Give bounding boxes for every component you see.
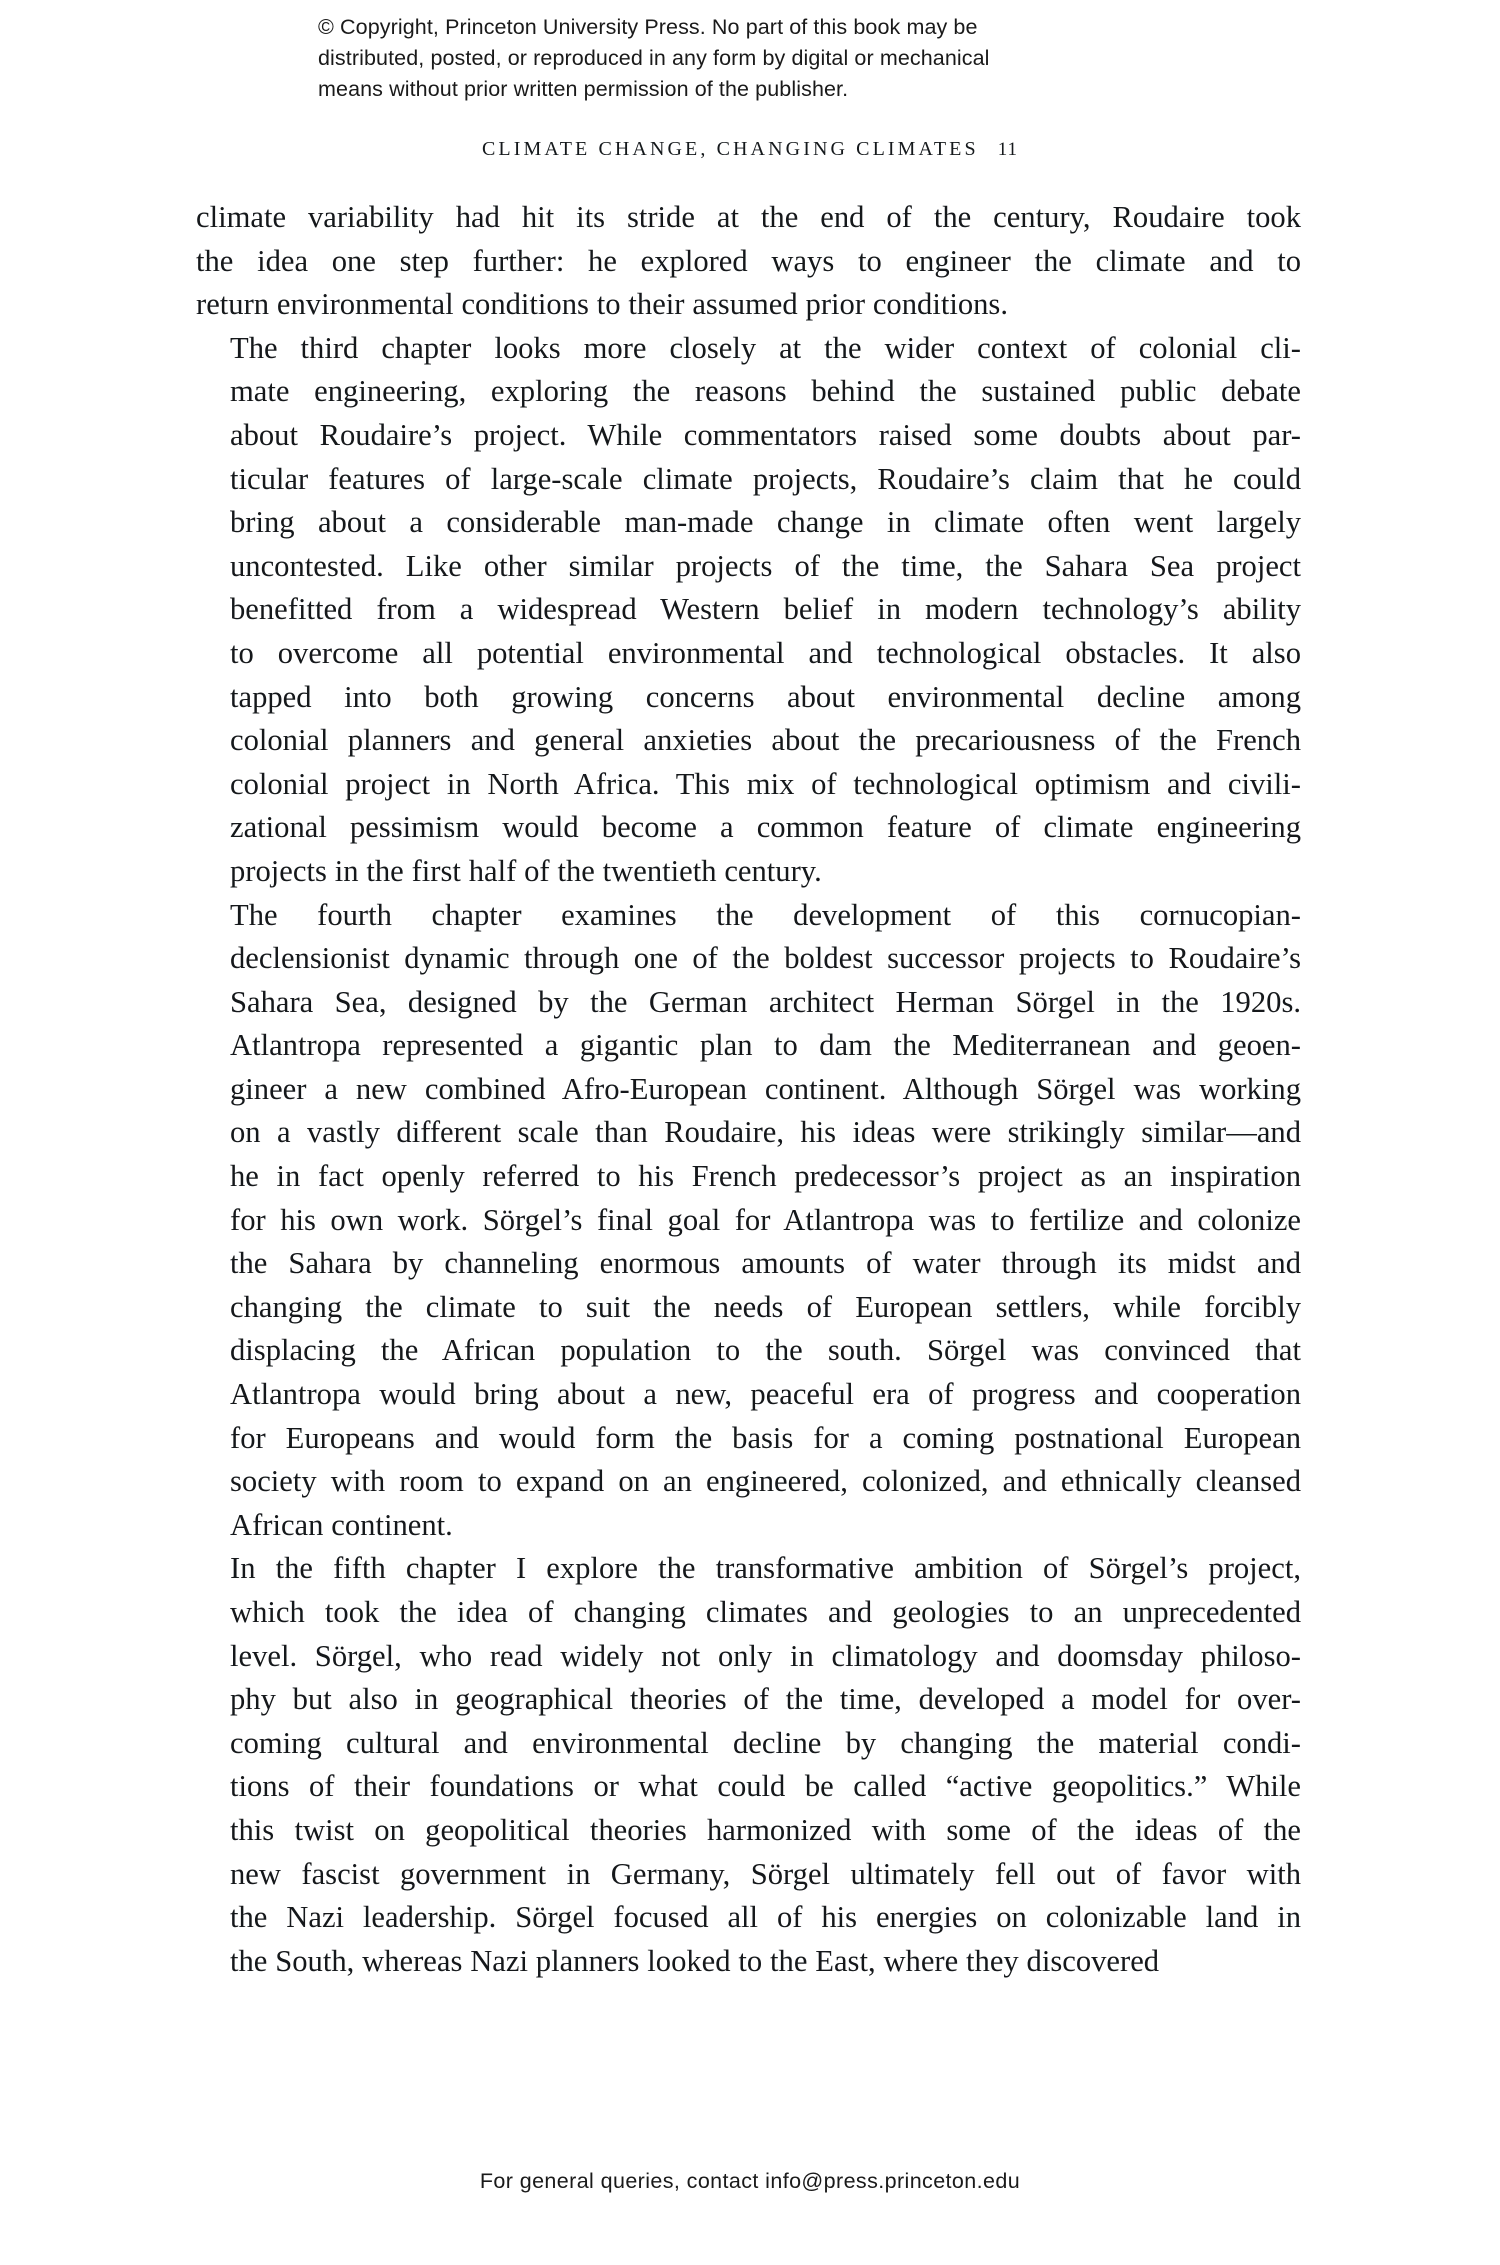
copyright-line-2: distributed, posted, or reproduced in any form by digital or mechanical bbox=[318, 46, 990, 70]
text-line: which took the idea of changing climates and geologies to an unprecedented bbox=[230, 1595, 1301, 1629]
text-line: The third chapter looks more closely at the wider context of colonial cli- bbox=[230, 330, 1301, 365]
text-line: this twist on geopolitical theories harmonized with some of the ideas of the bbox=[230, 1812, 1301, 1847]
text-line: gineer a new combined Afro-European continent. Although Sörgel was working bbox=[230, 1071, 1301, 1106]
paragraph bbox=[196, 196, 1301, 327]
text-line: climate variability had hit its stride at the end of the century, Roudaire took bbox=[196, 200, 1301, 234]
running-head-inner bbox=[482, 138, 1018, 161]
text-line: tions of their foundations or what could be called “active geopolitics.” While bbox=[230, 1769, 1301, 1804]
text-line: for his own work. Sörgel’s final goal for Atlantropa was to fertilize and colonize bbox=[230, 1202, 1301, 1237]
text-line: the Nazi leadership. Sörgel focused all of his energies on colonizable land in bbox=[230, 1900, 1301, 1935]
text-line: colonial project in North Africa. This mix of technological optimism and civili- bbox=[230, 766, 1301, 801]
text-line: on a vastly different scale than Roudaire, his ideas were strikingly similar—and bbox=[230, 1115, 1301, 1150]
text-line: mate engineering, exploring the reasons behind the sustained public debate bbox=[230, 374, 1301, 409]
running-head bbox=[0, 138, 1500, 161]
text-line: Sahara Sea, designed by the German architect Herman Sörgel in the 1920s. bbox=[230, 984, 1301, 1019]
copyright-notice bbox=[318, 12, 1178, 105]
text-line: uncontested. Like other similar projects of the time, the Sahara Sea project bbox=[230, 548, 1301, 583]
text-line: tapped into both growing concerns about environmental decline among bbox=[230, 679, 1301, 714]
text-line: Atlantropa would bring about a new, peaceful era of progress and cooperation bbox=[230, 1377, 1301, 1412]
footer-note: For general queries, contact info@press.princeton.edu bbox=[479, 2169, 1021, 2193]
text-line: zational pessimism would become a common feature of climate engineering bbox=[230, 810, 1301, 845]
text-line: society with room to expand on an engineered, colonized, and ethnically cleansed bbox=[230, 1464, 1301, 1499]
paragraph bbox=[196, 327, 1301, 894]
text-line: coming cultural and environmental decline by changing the material condi- bbox=[230, 1725, 1301, 1760]
text-line: changing the climate to suit the needs of European settlers, while forcibly bbox=[230, 1289, 1301, 1324]
text-line: The fourth chapter examines the development of this cornucopian- bbox=[230, 897, 1301, 932]
copyright-line-3: means without prior written permission of the publisher. bbox=[318, 77, 849, 101]
body-text-block bbox=[196, 196, 1301, 1983]
text-line: to overcome all potential environmental and technological obstacles. It also bbox=[230, 635, 1301, 670]
text-line: for Europeans and would form the basis for a coming postnational European bbox=[230, 1420, 1301, 1455]
text-line: African continent. bbox=[230, 1507, 453, 1542]
text-line: about Roudaire’s project. While commentators raised some doubts about par- bbox=[230, 417, 1301, 452]
text-line: In the fifth chapter I explore the transformative ambition of Sörgel’s project, bbox=[230, 1551, 1301, 1586]
text-line: displacing the African population to the south. Sörgel was convinced that bbox=[230, 1333, 1301, 1368]
running-head-title: CLIMATE CHANGE, CHANGING CLIMATES bbox=[481, 138, 979, 160]
text-line: benefitted from a widespread Western belief in modern technology’s ability bbox=[230, 592, 1301, 627]
page-folio: 11 bbox=[997, 139, 1019, 160]
text-line: the idea one step further: he explored ways to engineer the climate and to bbox=[196, 243, 1301, 278]
text-line: bring about a considerable man-made change in climate often went largely bbox=[230, 505, 1301, 540]
text-line: the Sahara by channeling enormous amounts of water through its midst and bbox=[230, 1246, 1301, 1281]
text-line: return environmental conditions to their assumed prior conditions. bbox=[196, 287, 1008, 322]
text-line: he in fact openly referred to his French predecessor’s project as an inspiration bbox=[230, 1159, 1301, 1194]
text-line: the South, whereas Nazi planners looked to the East, where they discovered bbox=[230, 1943, 1160, 1978]
text-line: new fascist government in Germany, Sörgel ultimately fell out of favor with bbox=[230, 1856, 1301, 1891]
text-line: Atlantropa represented a gigantic plan to dam the Mediterranean and geoen- bbox=[230, 1028, 1301, 1063]
text-line: projects in the first half of the twentieth century. bbox=[230, 853, 822, 888]
text-line: colonial planners and general anxieties about the precariousness of the French bbox=[230, 723, 1301, 758]
text-line: level. Sörgel, who read widely not only in climatology and doomsday philoso- bbox=[230, 1638, 1301, 1673]
text-line: ticular features of large-scale climate projects, Roudaire’s claim that he could bbox=[230, 461, 1301, 496]
text-line: phy but also in geographical theories of the time, developed a model for over- bbox=[230, 1682, 1301, 1717]
copyright-line-1: © Copyright, Princeton University Press. No part of this book may be bbox=[318, 15, 978, 39]
text-line: declensionist dynamic through one of the boldest successor projects to Roudaire’s bbox=[230, 941, 1301, 976]
paragraph bbox=[196, 894, 1301, 1548]
paragraph bbox=[196, 1547, 1301, 1983]
